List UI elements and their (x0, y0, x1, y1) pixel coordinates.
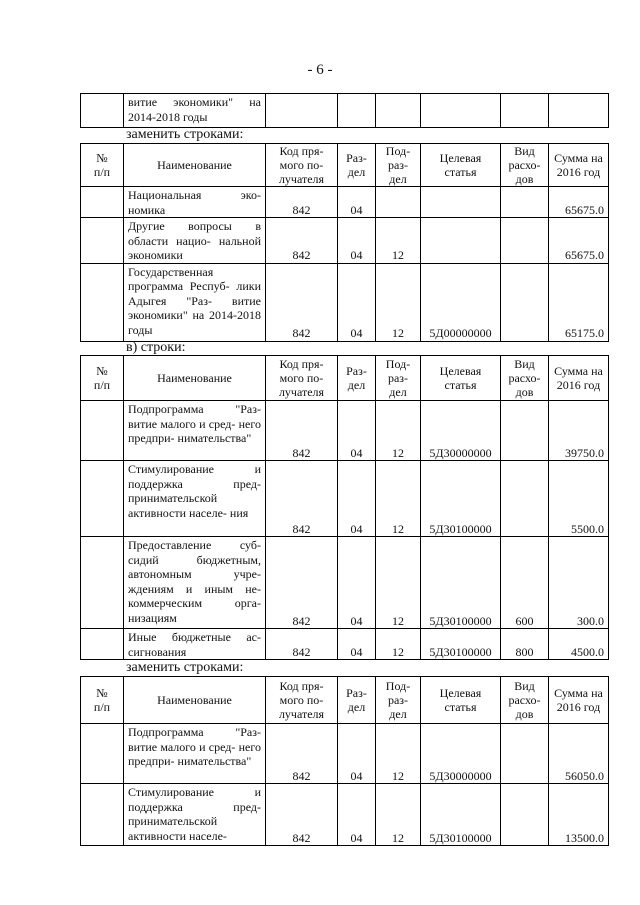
row-podrazdel: 12 (376, 537, 421, 629)
row-name: витие экономики" на 2014-2018 годы (124, 94, 266, 128)
row-vid (501, 401, 549, 461)
header-num: № п/п (81, 144, 124, 187)
row-sum: 65675.0 (549, 218, 609, 264)
row-name: Другие вопросы в области нацио- нальной экономики (124, 218, 266, 264)
header-sum: Сумма на 2016 год (549, 144, 609, 187)
row-code: 842 (266, 629, 338, 660)
table-row (81, 784, 609, 846)
row-code: 842 (266, 537, 338, 629)
header-razdel: Раз- дел (338, 144, 376, 187)
row-podrazdel: 12 (376, 629, 421, 660)
row-target (421, 187, 501, 218)
table-row (81, 187, 609, 218)
row-vid (501, 263, 549, 341)
row-sum: 5500.0 (549, 461, 609, 537)
row-razdel: 04 (338, 537, 376, 629)
budget-table-3 (80, 676, 609, 846)
row-razdel: 04 (338, 461, 376, 537)
row-name: Государственная программа Респуб- лики Адыгея "Раз- витие экономики" на 2014-2018 годы (124, 263, 266, 341)
row-num (81, 537, 124, 629)
row-code: 842 (266, 187, 338, 218)
table-header-row (81, 356, 609, 401)
row-razdel: 04 (338, 724, 376, 784)
row-code: 842 (266, 461, 338, 537)
table-row (81, 537, 609, 629)
row-razdel: 04 (338, 263, 376, 341)
row-sum: 13500.0 (549, 784, 609, 846)
row-sum: 300.0 (549, 537, 609, 629)
table-row (81, 218, 609, 264)
row-vid (501, 461, 549, 537)
table-row (81, 461, 609, 537)
header-podrazdel: Под- раз- дел (376, 677, 421, 724)
row-podrazdel: 12 (376, 724, 421, 784)
row-code: 842 (266, 724, 338, 784)
row-podrazdel (376, 187, 421, 218)
row-num (81, 724, 124, 784)
row-vid (501, 187, 549, 218)
header-target: Целевая статья (421, 677, 501, 724)
row-num (81, 187, 124, 218)
header-vid: Вид расхо- дов (501, 677, 549, 724)
row-num (81, 629, 124, 660)
row-razdel: 04 (338, 784, 376, 846)
row-razdel: 04 (338, 187, 376, 218)
row-vid: 600 (501, 537, 549, 629)
row-name: Стимулирование и поддержка пред- принимательской активности населе- ния (124, 461, 266, 537)
header-razdel: Раз- дел (338, 677, 376, 724)
replace-label-2: заменить строками: (126, 660, 244, 675)
row-code: 842 (266, 263, 338, 341)
header-name: Наименование (124, 144, 266, 187)
row-target: 5Д30000000 (421, 724, 501, 784)
replace-label-1: заменить строками: (126, 127, 244, 142)
row-vid (501, 218, 549, 264)
row-code: 842 (266, 218, 338, 264)
table-row (81, 401, 609, 461)
continuation-table (80, 93, 609, 128)
row-code: 842 (266, 784, 338, 846)
row-razdel: 04 (338, 218, 376, 264)
header-vid: Вид расхо- дов (501, 144, 549, 187)
row-num (81, 401, 124, 461)
row-num (81, 218, 124, 264)
row-podrazdel: 12 (376, 263, 421, 341)
row-target: 5Д00000000 (421, 263, 501, 341)
row-num (81, 263, 124, 341)
table-header-row (81, 144, 609, 187)
header-name: Наименование (124, 356, 266, 401)
page-number: - 6 - (307, 62, 333, 78)
row-target (421, 218, 501, 264)
row-name: Иные бюджетные ас- сигнования (124, 629, 266, 660)
row-target: 5Д30100000 (421, 629, 501, 660)
row-sum: 56050.0 (549, 724, 609, 784)
header-razdel: Раз- дел (338, 356, 376, 401)
row-target: 5Д30100000 (421, 461, 501, 537)
row-target: 5Д30100000 (421, 537, 501, 629)
row-code: 842 (266, 401, 338, 461)
header-sum: Сумма на 2016 год (549, 677, 609, 724)
header-name: Наименование (124, 677, 266, 724)
table-row (81, 629, 609, 660)
row-name: Стимулирование и поддержка пред- принимательской активности населе- (124, 784, 266, 846)
row-name: Предоставление суб- сидий бюджетным, автономным учре- ждениям и иным не- коммерческим орга- низациям (124, 537, 266, 629)
row-vid: 800 (501, 629, 549, 660)
table-row (81, 724, 609, 784)
row-target: 5Д30100000 (421, 784, 501, 846)
row-vid (501, 724, 549, 784)
row-sum: 65175.0 (549, 263, 609, 341)
header-code: Код пря- мого по- лучателя (266, 356, 338, 401)
header-podrazdel: Под- раз- дел (376, 356, 421, 401)
budget-table-2 (80, 355, 609, 660)
row-sum: 4500.0 (549, 629, 609, 660)
row-num (81, 461, 124, 537)
header-num: № п/п (81, 677, 124, 724)
table-row (81, 94, 609, 128)
row-razdel: 04 (338, 629, 376, 660)
row-num (81, 784, 124, 846)
header-vid: Вид расхо- дов (501, 356, 549, 401)
row-podrazdel: 12 (376, 218, 421, 264)
row-vid (501, 784, 549, 846)
table-row (81, 263, 609, 341)
header-target: Целевая статья (421, 144, 501, 187)
section-v-label: в) строки: (126, 340, 186, 355)
row-podrazdel: 12 (376, 784, 421, 846)
header-num: № п/п (81, 356, 124, 401)
row-podrazdel: 12 (376, 401, 421, 461)
budget-table-1 (80, 143, 609, 342)
header-podrazdel: Под- раз- дел (376, 144, 421, 187)
table-header-row (81, 677, 609, 724)
row-sum: 39750.0 (549, 401, 609, 461)
header-sum: Сумма на 2016 год (549, 356, 609, 401)
header-code: Код пря- мого по- лучателя (266, 677, 338, 724)
row-podrazdel: 12 (376, 461, 421, 537)
row-target: 5Д30000000 (421, 401, 501, 461)
header-target: Целевая статья (421, 356, 501, 401)
row-sum: 65675.0 (549, 187, 609, 218)
row-razdel: 04 (338, 401, 376, 461)
row-name: Национальная эко- номика (124, 187, 266, 218)
row-name: Подпрограмма "Раз- витие малого и сред- него предпри- нимательства" (124, 401, 266, 461)
row-name: Подпрограмма "Раз- витие малого и сред- него предпри- нимательства" (124, 724, 266, 784)
header-code: Код пря- мого по- лучателя (266, 144, 338, 187)
